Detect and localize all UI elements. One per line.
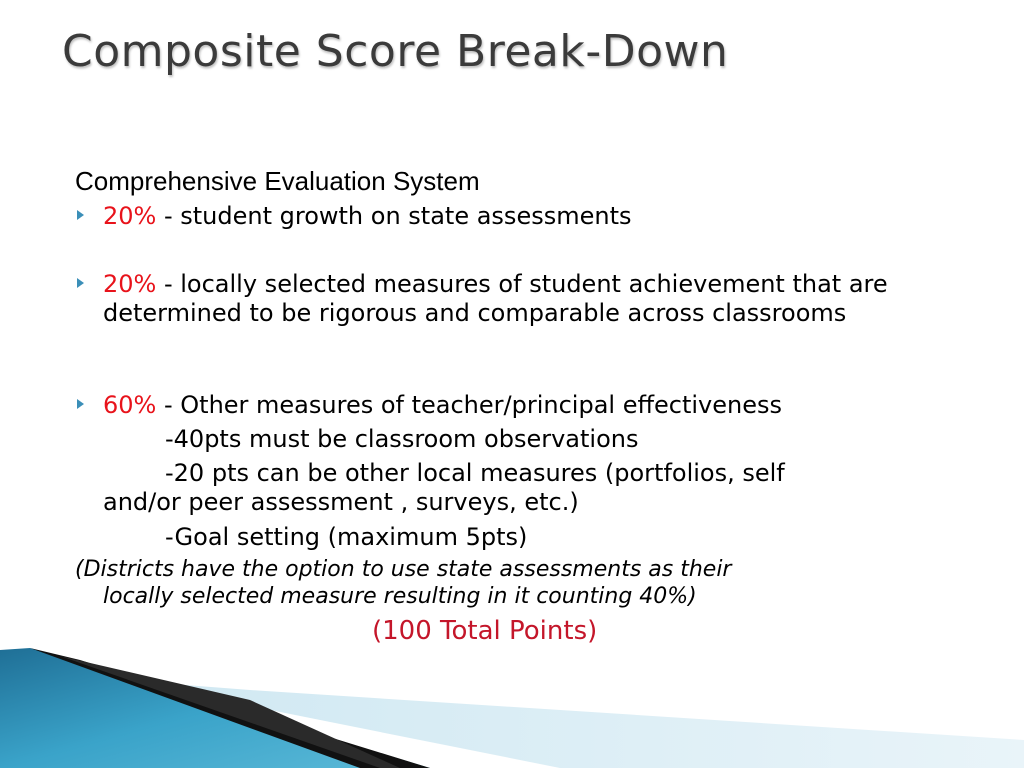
bullet-item-3 — [103, 391, 983, 420]
bullet-text: - student growth on state assessments — [156, 202, 632, 230]
districts-note — [75, 556, 935, 610]
bullet-item-2 — [103, 270, 983, 328]
sub-item-observations: -40pts must be classroom observations — [165, 425, 639, 453]
sub-item-goal-setting: -Goal setting (maximum 5pts) — [165, 523, 528, 551]
bullet-percent: 20% — [103, 202, 157, 230]
bullet-arrow-icon — [77, 210, 84, 220]
bullet-arrow-icon — [77, 278, 84, 288]
sub-item-other-measures: -20 pts can be other local measures (portfolios, self — [165, 459, 785, 487]
subheading: Comprehensive Evaluation System — [75, 166, 480, 196]
bullet-text: - locally selected measures of student achievement that are determined to be rigorous and comparable across classrooms — [103, 270, 888, 327]
bullet-percent: 20% — [103, 270, 157, 298]
bullet-item-1 — [103, 202, 983, 231]
slide-title: Composite Score Break-Down — [62, 26, 729, 77]
total-points: (100 Total Points) — [372, 616, 598, 646]
note-line-2: locally selected measure resulting in it counting 40%) — [103, 584, 697, 609]
bullet-text: - Other measures of teacher/principal effectiveness — [156, 391, 782, 419]
note-line-1: (Districts have the option to use state assessments as their — [75, 557, 732, 582]
bullet-percent: 60% — [103, 391, 157, 419]
bullet-arrow-icon — [77, 399, 84, 409]
sub-item-other-measures-continued: and/or peer assessment , surveys, etc.) — [103, 488, 579, 516]
